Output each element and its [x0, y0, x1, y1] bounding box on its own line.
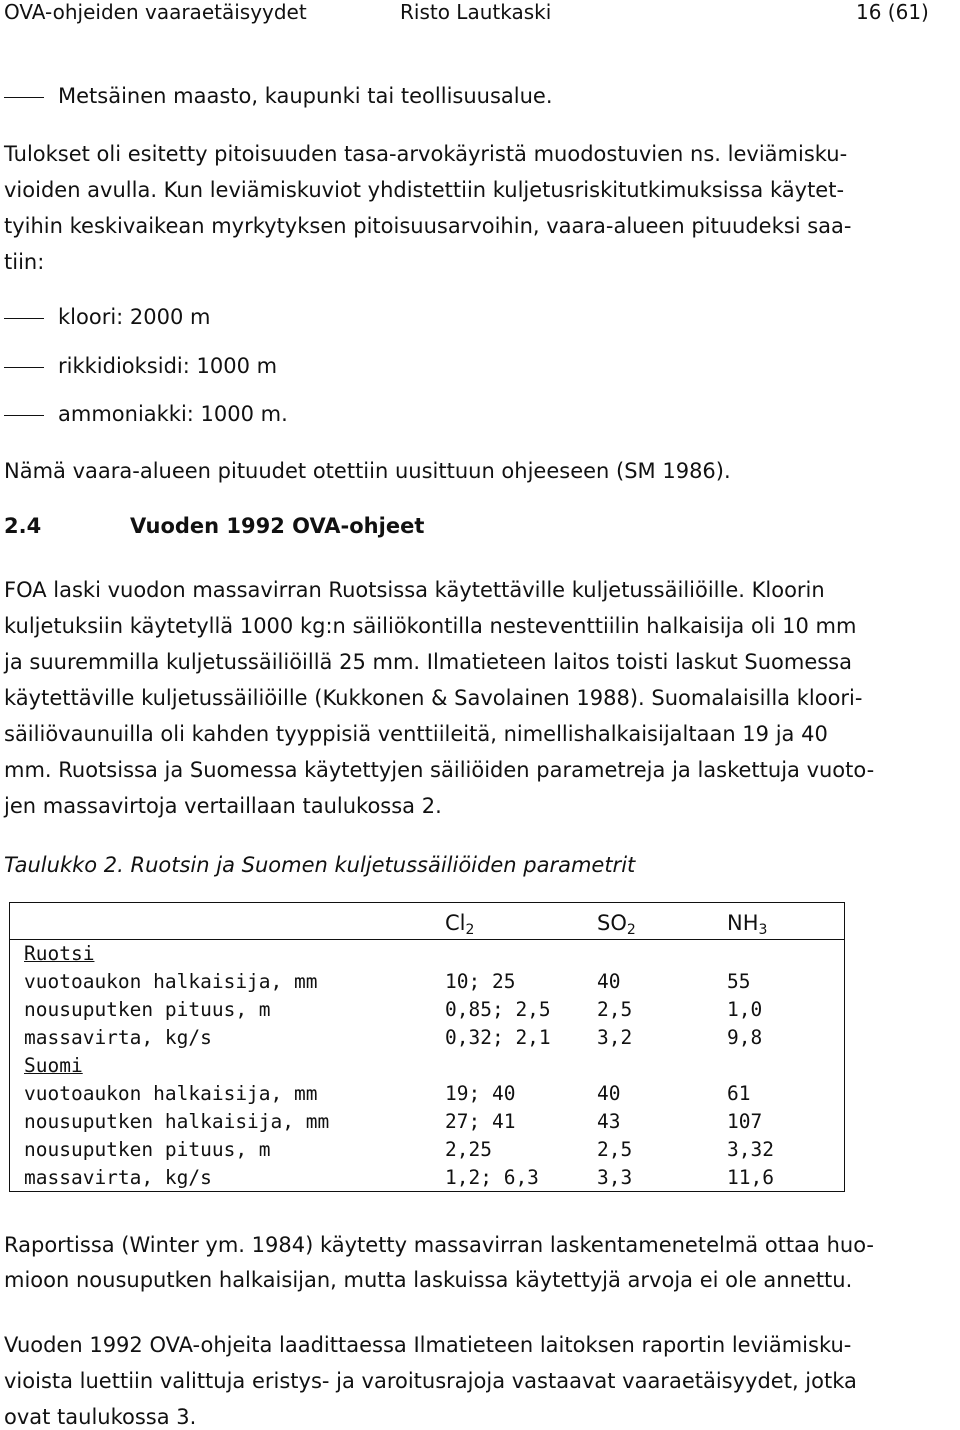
table-cell-cl2: 1,2; 6,3 [445, 1166, 539, 1189]
table-row-label: vuotoaukon halkaisija, mm [24, 1082, 318, 1105]
table-cell-nh3: 107 [727, 1110, 763, 1133]
paragraph-line: ja suuremmilla kuljetussäiliöillä 25 mm. Ilmatieteen laitos toisti laskut Suomessa [4, 650, 852, 674]
paragraph-2: Nämä vaara-alueen pituudet otettiin uusittuun ohjeeseen (SM 1986). [4, 459, 731, 483]
table-cell-so2: 3,3 [597, 1166, 633, 1189]
section-number: 2.4 [4, 514, 42, 538]
table-header-so2: $SO_2$ [597, 911, 636, 938]
dash-bullet-icon [4, 367, 44, 368]
table-cell-cl2: 0,32; 2,1 [445, 1026, 551, 1049]
paragraph-line: Vuoden 1992 OVA-ohjeita laadittaessa Ilmatieteen laitoksen raportin leviämisku- [4, 1333, 852, 1357]
table-row-label: nousuputken pituus, m [24, 1138, 271, 1161]
bullet-item: rikkidioksidi: 1000 m [58, 354, 278, 378]
table-row-label: vuotoaukon halkaisija, mm [24, 970, 318, 993]
section-title: Vuoden 1992 OVA-ohjeet [130, 514, 425, 538]
table-cell-so2: 2,5 [597, 1138, 633, 1161]
table-cell-nh3: 61 [727, 1082, 751, 1105]
header-doc-title: OVA-ohjeiden vaaraetäisyydet [4, 0, 307, 24]
paragraph-line: säiliövaunuilla oli kahden tyyppisiä venttiileitä, nimellishalkaisijaltaan 19 ja 40 [4, 722, 828, 746]
table-cell-nh3: 3,32 [727, 1138, 774, 1161]
paragraph-line: FOA laski vuodon massavirran Ruotsissa käytettäville kuljetussäiliöille. Kloorin [4, 578, 825, 602]
table-header-nh3: $NH_3$ [727, 911, 768, 938]
bullet-item: Metsäinen maasto, kaupunki tai teollisuusalue. [58, 84, 553, 108]
table-cell-nh3: 1,0 [727, 998, 763, 1021]
table-cell-nh3: 55 [727, 970, 751, 993]
paragraph-line: Raportissa (Winter ym. 1984) käytetty massavirran laskentamenetelmä ottaa huo- [4, 1233, 875, 1257]
table-header-cl2: $Cl_2$ [445, 911, 475, 938]
paragraph-line: mm. Ruotsissa ja Suomessa käytettyjen säiliöiden parametreja ja laskettuja vuoto- [4, 758, 875, 782]
table-cell-cl2: 2,25 [445, 1138, 492, 1161]
paragraph-line: kuljetuksiin käytetyllä 1000 kg:n säiliökontilla nesteventtiilin halkaisija oli 10 mm [4, 614, 857, 638]
paragraph-line: käytettäville kuljetussäiliöille (Kukkonen & Savolainen 1988). Suomalaisilla kloori- [4, 686, 863, 710]
dash-bullet-icon [4, 97, 44, 98]
paragraph-line: jen massavirtoja vertaillaan taulukossa 2. [4, 794, 442, 818]
table-cell-cl2: 27; 41 [445, 1110, 516, 1133]
header-author: Risto Lautkaski [400, 0, 552, 24]
table-cell-so2: 40 [597, 1082, 621, 1105]
table-cell-so2: 40 [597, 970, 621, 993]
table-row-label: nousuputken halkaisija, mm [24, 1110, 330, 1133]
dash-bullet-icon [4, 415, 44, 416]
table-cell-cl2: 10; 25 [445, 970, 516, 993]
paragraph-line: Tulokset oli esitetty pitoisuuden tasa-arvokäyristä muodostuvien ns. leviämisku- [4, 142, 848, 166]
table-cell-so2: 2,5 [597, 998, 633, 1021]
table-cell-nh3: 11,6 [727, 1166, 774, 1189]
table-divider [9, 939, 845, 940]
paragraph-line: mioon nousuputken halkaisijan, mutta laskuissa käytettyjä arvoja ei ole annettu. [4, 1268, 853, 1292]
table-group-ruotsi: Ruotsi [24, 942, 95, 965]
table-cell-so2: 43 [597, 1110, 621, 1133]
table-cell-so2: 3,2 [597, 1026, 633, 1049]
table-group-suomi: Suomi [24, 1054, 83, 1077]
table-caption: Taulukko 2. Ruotsin ja Suomen kuljetussäiliöiden parametrit [4, 853, 636, 877]
bullet-item: kloori: 2000 m [58, 305, 211, 329]
table-row-label: massavirta, kg/s [24, 1166, 212, 1189]
table-cell-cl2: 19; 40 [445, 1082, 516, 1105]
paragraph-line: tiin: [4, 250, 45, 274]
table-cell-nh3: 9,8 [727, 1026, 763, 1049]
dash-bullet-icon [4, 318, 44, 319]
header-page-number: 16 (61) [856, 0, 929, 24]
paragraph-line: tyihin keskivaikean myrkytyksen pitoisuusarvoihin, vaara-alueen pituudeksi saa- [4, 214, 852, 238]
table-row-label: nousuputken pituus, m [24, 998, 271, 1021]
paragraph-line: vioista luettiin valittuja eristys- ja varoitusrajoja vastaavat vaaraetäisyydet, jotka [4, 1369, 857, 1393]
paragraph-line: ovat taulukossa 3. [4, 1405, 197, 1429]
paragraph-line: vioiden avulla. Kun leviämiskuviot yhdistettiin kuljetusriskitutkimuksissa käytet- [4, 178, 845, 202]
table-cell-cl2: 0,85; 2,5 [445, 998, 551, 1021]
bullet-item: ammoniakki: 1000 m. [58, 402, 288, 426]
table-row-label: massavirta, kg/s [24, 1026, 212, 1049]
